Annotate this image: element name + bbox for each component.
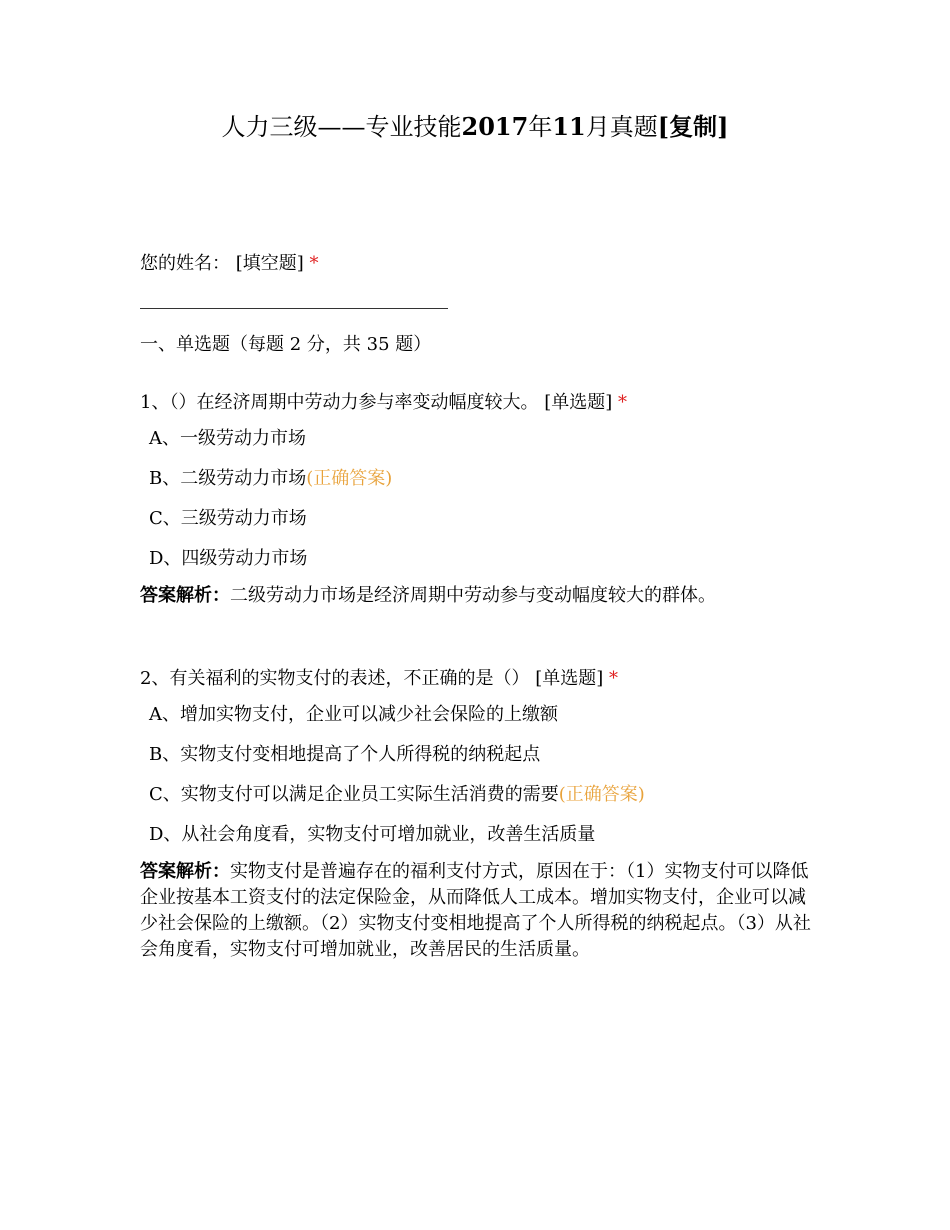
option-text: C、实物支付可以满足企业员工实际生活消费的需要 (149, 784, 559, 805)
correct-answer-mark: (正确答案) (306, 468, 393, 489)
analysis-label: 答案解析： (140, 585, 230, 606)
option-item[interactable] (149, 701, 820, 729)
option-text: D、四级劳动力市场 (149, 548, 308, 569)
analysis-text: 二级劳动力市场是经济周期中劳动参与变动幅度较大的群体。 (230, 585, 716, 606)
option-item[interactable] (149, 741, 820, 769)
option-text: B、实物支付变相地提高了个人所得税的纳税起点 (149, 744, 541, 765)
question-block (140, 665, 820, 963)
option-text: C、三级劳动力市场 (149, 508, 307, 529)
option-item[interactable] (149, 465, 820, 493)
required-mark: * (309, 253, 319, 274)
option-text: A、增加实物支付，企业可以减少社会保险的上缴额 (149, 704, 558, 725)
name-question-type: [填空题] (235, 253, 304, 274)
question-type: [单选题] (535, 668, 604, 689)
answer-analysis (140, 583, 820, 609)
option-item[interactable] (149, 781, 820, 809)
section-title: 一、单选题（每题 2 分，共 35 题） (140, 334, 432, 355)
title-year: 2017 (461, 112, 529, 141)
option-text: D、从社会角度看，实物支付可增加就业，改善生活质量 (149, 824, 596, 845)
title-month: 11 (552, 112, 586, 141)
name-label: 您的姓名： (140, 253, 230, 274)
title-part2: 年 (528, 113, 553, 141)
questionnaire-content (140, 250, 820, 963)
option-list (140, 701, 820, 849)
question-text: 2、有关福利的实物支付的表述，不正确的是（） (140, 668, 530, 689)
option-list (140, 425, 820, 573)
required-mark: * (608, 668, 618, 689)
correct-answer-mark: (正确答案) (558, 784, 645, 805)
option-text: A、一级劳动力市场 (149, 428, 306, 449)
answer-analysis (140, 859, 820, 963)
option-text: B、二级劳动力市场 (149, 468, 307, 489)
name-answer-line[interactable] (140, 308, 448, 309)
question-block (140, 389, 820, 609)
option-item[interactable] (149, 505, 820, 533)
required-mark: * (617, 392, 627, 413)
analysis-text: 实物支付是普遍存在的福利支付方式，原因在于：（1）实物支付可以降低企业按基本工资支付的法定保险金，从而降低人工成本。增加实物支付，企业可以减少社会保险的上缴额。（2）实物支付变相地提高了个人所得税的纳税起点。（3）从社会角度看，实物支付可增加就业，改善居民的生活质量。 (140, 861, 811, 960)
question-stem (140, 389, 820, 417)
option-item[interactable] (149, 821, 820, 849)
title-tag: [复制] (657, 112, 729, 141)
name-question (140, 250, 820, 278)
analysis-label: 答案解析： (140, 861, 230, 882)
title-part3: 月真题 (585, 113, 658, 141)
question-type: [单选题] (544, 392, 613, 413)
title-part1: 人力三级——专业技能 (221, 113, 462, 141)
option-item[interactable] (149, 425, 820, 453)
question-text: 1、（）在经济周期中劳动力参与率变动幅度较大。 (140, 392, 539, 413)
question-stem (140, 665, 820, 693)
page-title (0, 110, 950, 144)
option-item[interactable] (149, 545, 820, 573)
